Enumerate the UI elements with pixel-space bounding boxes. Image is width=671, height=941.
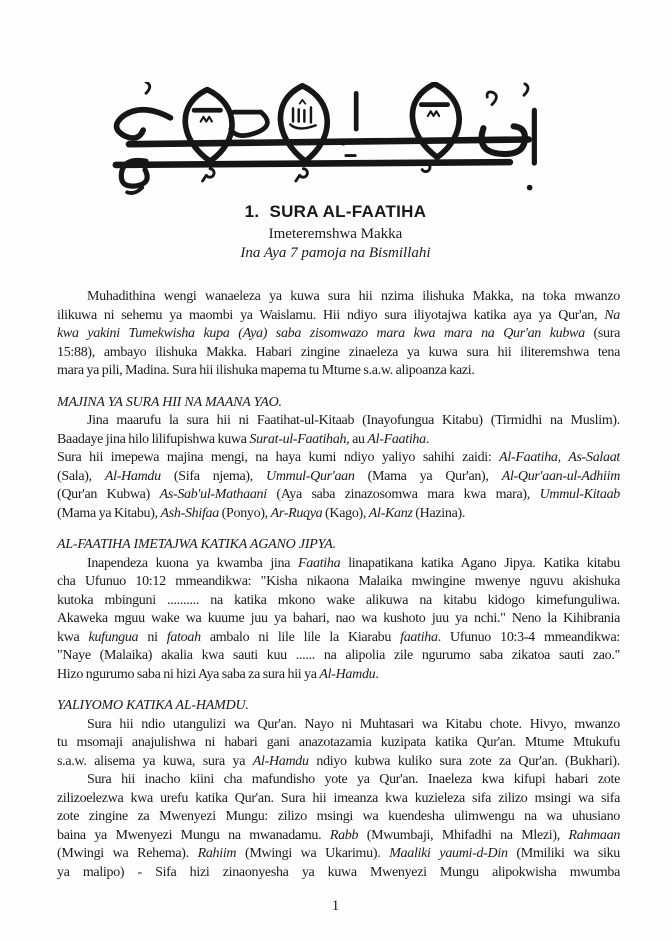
paragraph (57, 771, 620, 882)
section-heading: MAJINA YA SURA HII NA MAANA YAO. (57, 394, 282, 410)
text-line: mara ya pili, Madina. Sura hii ilishuka mapema tu Mtume s.a.w. alipoanza kazi. (57, 363, 475, 378)
text-line: Sura hii ndio utangulizi wa Qur'an. Nayo ni Muhtasari wa Kitabu chote. Hivyo, mwanzo (87, 716, 620, 732)
text-line: cha Ufunuo 10:12 mmeandikwa: "Kisha nikaona Malaika mwingine mwenye nguvu akishuka (57, 574, 620, 589)
chapter-title (0, 202, 671, 222)
text-line: zilizoelezwa kwa urefu katika Qur'an. Sura hii imeanza kwa kuzieleza sifa zilizo msingi wa sifa (57, 790, 620, 806)
revelation-place: Imeteremshwa Makka (268, 226, 403, 242)
text-line: kutoka mbinguni .......... na katika mkono wake alikuwa na kitabu kidogo kimefunguliwa. (57, 592, 620, 608)
text-line: s.a.w. alisema ya kuwa, sura ya Al-Hamdu ndiyo kubwa kuliko sura zote za Qur'an. (Bukhari). (57, 753, 620, 769)
chapter-title-text: SURA AL-FAATIHA (269, 202, 427, 221)
text-line: kwa kufungua ni fatoah ambalo ni lile lile la Kiarabu faatiha. Ufunuo 10:3-4 mmeandikwa: (57, 629, 620, 645)
text-line: (Mama ya Kitabu), Ash-Shifaa (Ponyo), Ar-Ruqya (Kago), Al-Kanz (Hazina). (57, 505, 466, 521)
text-line: 15:88), ambayo ilishuka Makka. Habari zingine zinaeleza ya kuwa sura hii iliteremshwa tena (57, 344, 620, 360)
text-line: ya malipo) - Sifa hizi zinaonyesha ya kuwa Mwenyezi Mungu alipokwisha mwumba (57, 864, 620, 880)
text-line: (Mwingi wa Rehema). Rahiim (Mwingi wa Ukarimu). Maaliki yaumi-d-Din (Mmiliki wa siku (57, 846, 620, 861)
chapter-number: 1. (244, 202, 260, 221)
text-line: ilikuwa ni sehemu ya maombi ya Waislamu. Hii ndiyo sura iliyotajwa katika aya ya Qur'an, Na (57, 307, 620, 323)
text-line: kwa yakini Tumekwisha kupa (Aya) saba zisomwazo mara kwa mara na Qur'an kubwa (sura (57, 326, 620, 341)
text-line: baina ya Mwenyezi Mungu na mwanadamu. Rabb (Mwumbaji, Mhifadhi na Mlezi), Rahmaan (57, 827, 620, 843)
text-line: Sura hii inacho kiini cha mafundisho yote ya Qur'an. Inaeleza kwa kifupi habari zote (87, 772, 620, 787)
text-line: Muhadithina wengi wanaeleza ya kuwa sura hii nzima ilishuka Makka, na toka mwanzo (87, 289, 620, 304)
bismillah-calligraphy-icon (95, 82, 558, 197)
text-line: zote zingine za Mwenyezi Mungu: zilizo msingi wa kuendesha ulimwengu na wa uhusiano (57, 809, 620, 824)
text-line: Baadaye jina hilo lilifupishwa kuwa Surat-ul-Faatihah, au Al-Faatiha. (57, 431, 430, 447)
aya-count-note: Ina Aya 7 pamoja na Bismillahi (240, 245, 431, 261)
text-line: tu msomaji anajulishwa ni habari gani anazotazamia kuzipata katika Qur'an. Mtume Mtukufu (57, 735, 620, 750)
section-heading: YALIYOMO KATIKA AL-HAMDU. (57, 698, 249, 713)
chapter-heading-block (0, 202, 671, 262)
text-line: Hizo ngurumo saba ni hizi Aya saba za sura hii ya Al-Hamdu. (57, 666, 379, 682)
paragraph (57, 555, 620, 685)
section-heading: AL-FAATIHA IMETAJWA KATIKA AGANO JIPYA. (57, 537, 336, 552)
text-line: (Qur'an Kubwa) As-Sab'ul-Mathaani (Aya saba zinazosomwa mara kwa mara), Ummul-Kitaab (57, 487, 620, 502)
text-line: Jina maarufu la sura hii ni Faatihat-ul-Kitaab (Inayofungua Kitabu) (Tirmidhi na Muslim). (87, 413, 620, 428)
text-line: Inapendeza kuona ya kwamba jina Faatiha linapatikana katika Agano Jipya. Katika kitabu (87, 555, 620, 571)
page-number: 1 (331, 898, 340, 914)
paragraph (57, 412, 620, 523)
paragraph (57, 716, 620, 772)
text-line: "Naye (Malaika) akalia kwa sauti kuu ...... na alipolia zile ngurumo saba zikatoa sauti zao." (57, 648, 620, 663)
body-text (57, 288, 620, 882)
text-line: Akaweka mguu wake wa kuume juu ya bahari, nao wa kushoto juu ya nchi." Neno la Kihibrania (57, 611, 620, 626)
text-line: (Sala), Al-Hamdu (Sifa njema), Ummul-Qur'aan (Mama ya Qur'an), Al-Qur'aan-ul-Adhiim (57, 468, 620, 484)
text-line: Sura hii imepewa majina mengi, na haya kumi ndiyo yaliyo sahihi zaidi: Al-Faatiha, As-Salaat (57, 450, 620, 465)
paragraph (57, 288, 620, 381)
